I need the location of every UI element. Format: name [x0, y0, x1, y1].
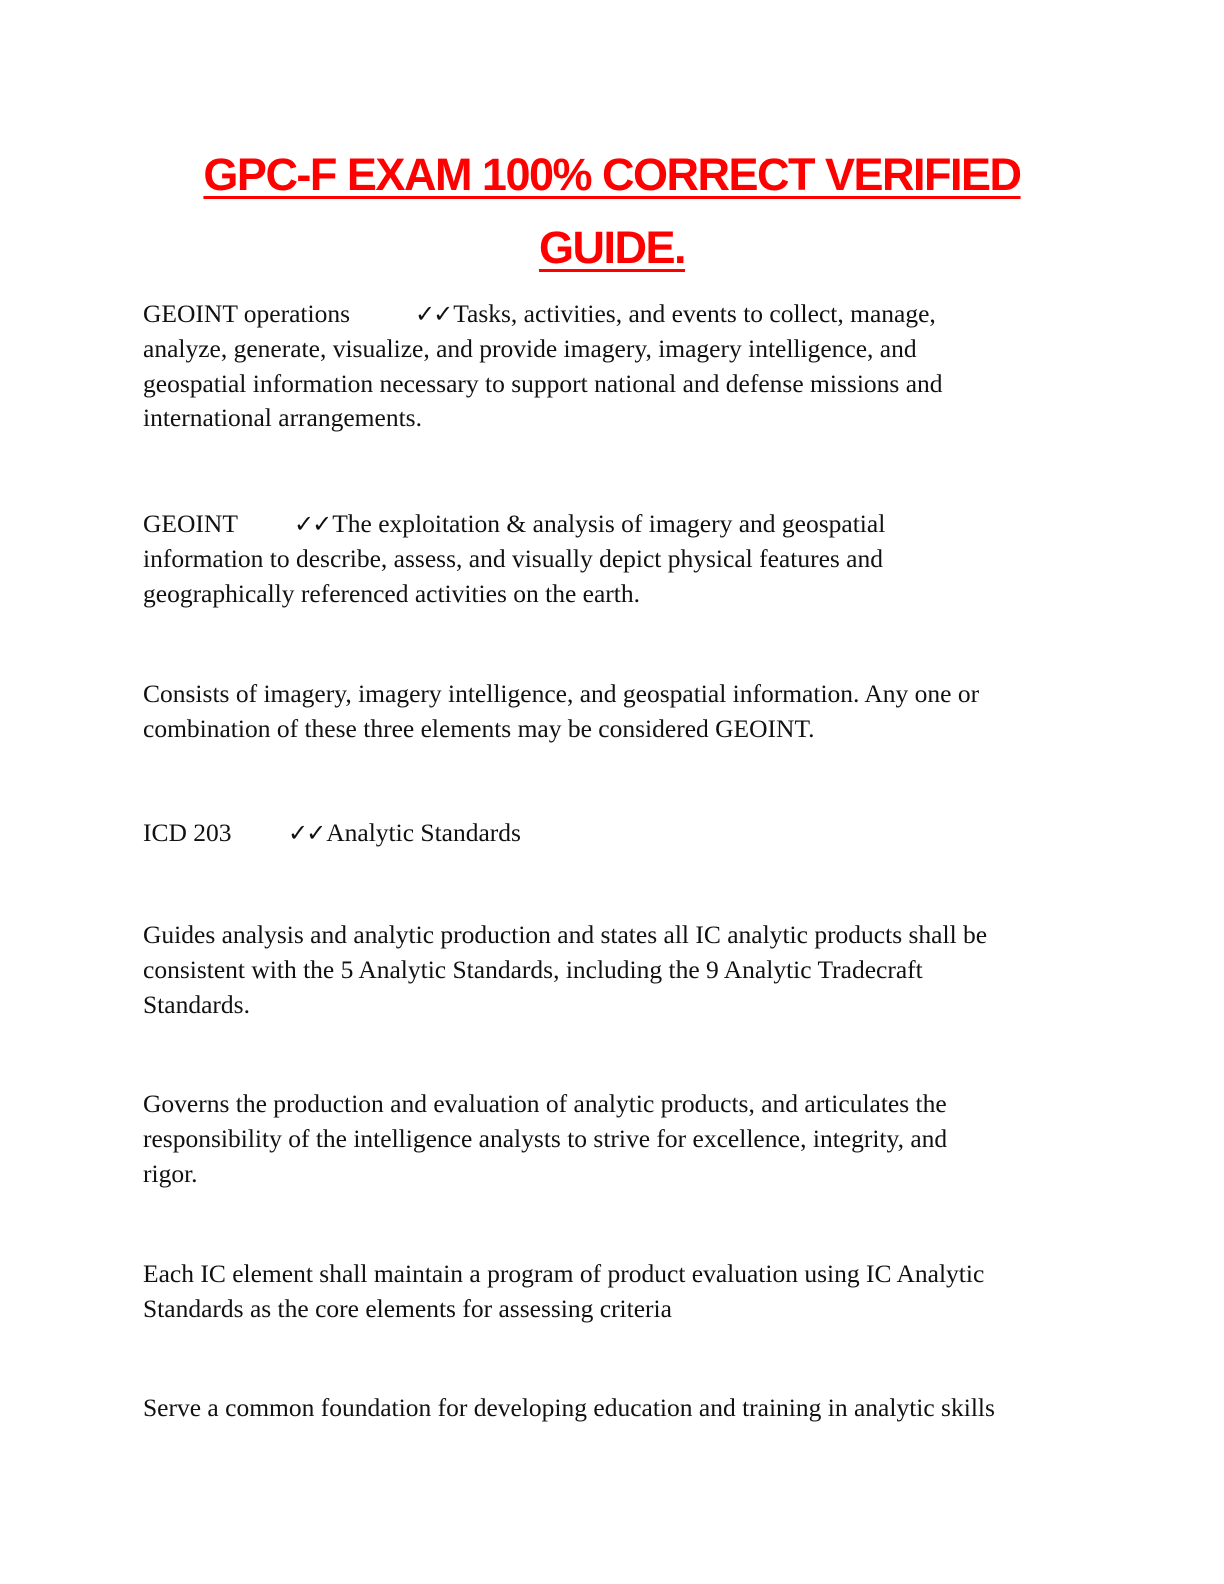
entry-first-line — [143, 297, 1083, 332]
entry-term: GEOINT operations — [143, 299, 351, 328]
entry-line: Serve a common foundation for developing education and training in analytic skills — [143, 1393, 995, 1422]
entry-icd-203 — [143, 816, 1083, 851]
entry-line: Each IC element shall maintain a program of product evaluation using IC Analytic — [143, 1259, 985, 1288]
entry-term: GEOINT — [143, 509, 238, 538]
document-title-line-1: GPC-F EXAM 100% CORRECT VERIFIED — [203, 149, 1021, 200]
entry-line: Guides analysis and analytic production and states all IC analytic products shall be — [143, 920, 988, 949]
entry-line: responsibility of the intelligence analysts to strive for excellence, integrity, and — [143, 1123, 948, 1153]
double-check-icon: ✓✓ — [288, 819, 325, 847]
entry-term: ICD 203 — [143, 818, 232, 847]
entry-line: rigor. — [143, 1158, 198, 1188]
entry-icd-203-governs — [143, 1087, 1083, 1191]
double-check-icon: ✓✓ — [415, 300, 452, 328]
document-title-line-2: GUIDE. — [538, 222, 686, 273]
entry-definition: The exploitation & analysis of imagery and geospatial — [332, 509, 886, 538]
entry-definition: Tasks, activities, and events to collect, manage, — [453, 299, 936, 328]
entry-geoint-composition — [143, 677, 1083, 747]
entry-line: analyze, generate, visualize, and provide imagery, imagery intelligence, and — [143, 333, 917, 363]
entry-first-line — [143, 507, 1083, 542]
entry-line: Standards. — [143, 989, 250, 1019]
entry-line: combination of these three elements may be considered GEOINT. — [143, 713, 815, 743]
entry-line: Consists of imagery, imagery intelligence, and geospatial information. Any one or — [143, 679, 980, 708]
entry-line: information to describe, assess, and visually depict physical features and — [143, 543, 883, 573]
entry-line: geospatial information necessary to support national and defense missions and — [143, 368, 943, 398]
entry-line: international arrangements. — [143, 403, 422, 433]
entry-line: Governs the production and evaluation of analytic products, and articulates the — [143, 1089, 947, 1118]
entry-first-line — [143, 816, 1083, 851]
entry-common-foundation — [143, 1391, 1083, 1426]
entry-icd-203-guides — [143, 918, 1083, 1022]
double-check-icon: ✓✓ — [294, 510, 331, 538]
entry-line: consistent with the 5 Analytic Standards, including the 9 Analytic Tradecraft — [143, 954, 923, 984]
entry-definition: Analytic Standards — [326, 818, 521, 847]
entry-geoint-operations — [143, 297, 1083, 436]
entry-line: geographically referenced activities on the earth. — [143, 578, 641, 608]
entry-line: Standards as the core elements for assessing criteria — [143, 1293, 672, 1323]
entry-ic-element-program — [143, 1257, 1083, 1327]
entry-geoint — [143, 507, 1083, 611]
